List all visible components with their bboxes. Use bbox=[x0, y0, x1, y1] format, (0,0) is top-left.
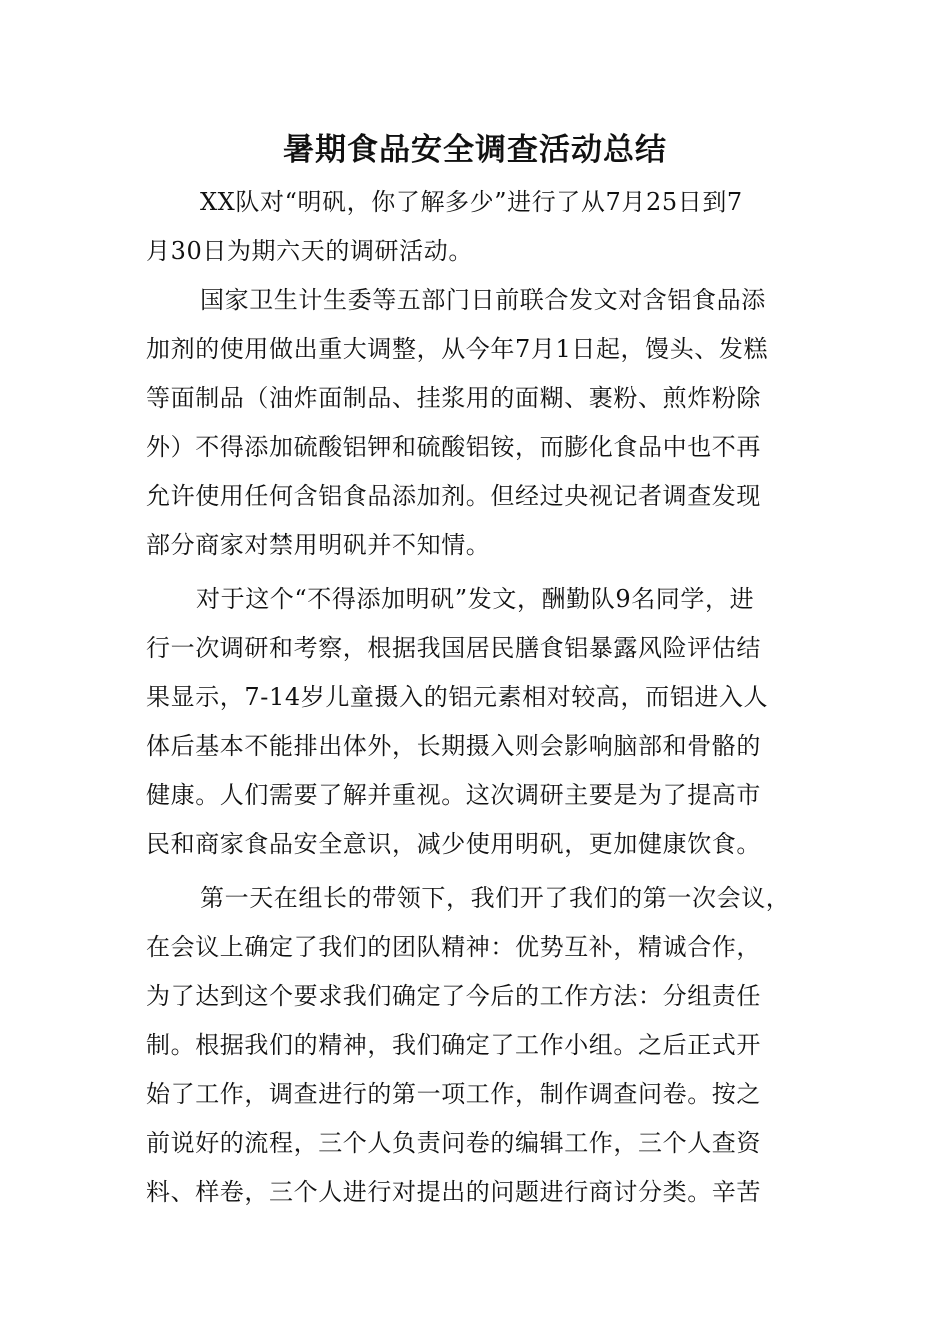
text-line: XX队对“明矾，你了解多少”进行了从7月25日到7 bbox=[200, 188, 743, 216]
document-title: 暑期食品安全调查活动总结 bbox=[283, 132, 667, 168]
text-line: 为了达到这个要求我们确定了今后的工作方法：分组责任 bbox=[146, 982, 761, 1010]
text-line: 民和商家食品安全意识，减少使用明矾，更加健康饮食。 bbox=[146, 830, 761, 858]
text-line: 果显示，7-14岁儿童摄入的铝元素相对较高，而铝进入人 bbox=[146, 683, 769, 711]
text-line: 前说好的流程，三个人负责问卷的编辑工作，三个人查资 bbox=[146, 1129, 761, 1157]
text-line: 外）不得添加硫酸铝钾和硫酸铝铵，而膨化食品中也不再 bbox=[146, 433, 761, 461]
text-line: 对于这个“不得添加明矾”发文，酬勤队9名同学，进 bbox=[196, 585, 755, 613]
text-line: 允许使用任何含铝食品添加剂。但经过央视记者调查发现 bbox=[146, 482, 761, 510]
text-line: 在会议上确定了我们的团队精神：优势互补，精诚合作， bbox=[146, 933, 761, 961]
text-line: 第一天在组长的带领下，我们开了我们的第一次会议， bbox=[200, 884, 791, 912]
text-line: 月30日为期六天的调研活动。 bbox=[146, 237, 473, 265]
text-line: 料、样卷，三个人进行对提出的问题进行商讨分类。辛苦 bbox=[146, 1178, 761, 1206]
text-line: 加剂的使用做出重大调整，从今年7月1日起，馒头、发糕 bbox=[146, 335, 769, 363]
text-line: 国家卫生计生委等五部门日前联合发文对含铝食品添 bbox=[200, 286, 766, 314]
text-line: 始了工作，调查进行的第一项工作，制作调查问卷。按之 bbox=[146, 1080, 761, 1108]
text-line: 行一次调研和考察，根据我国居民膳食铝暴露风险评估结 bbox=[146, 634, 761, 662]
text-line: 健康。人们需要了解并重视。这次调研主要是为了提高市 bbox=[146, 781, 761, 809]
text-line: 制。根据我们的精神，我们确定了工作小组。之后正式开 bbox=[146, 1031, 761, 1059]
text-line: 体后基本不能排出体外，长期摄入则会影响脑部和骨骼的 bbox=[146, 732, 761, 760]
text-line: 等面制品（油炸面制品、挂浆用的面糊、裹粉、煎炸粉除 bbox=[146, 384, 761, 412]
text-line: 部分商家对禁用明矾并不知情。 bbox=[146, 531, 491, 559]
